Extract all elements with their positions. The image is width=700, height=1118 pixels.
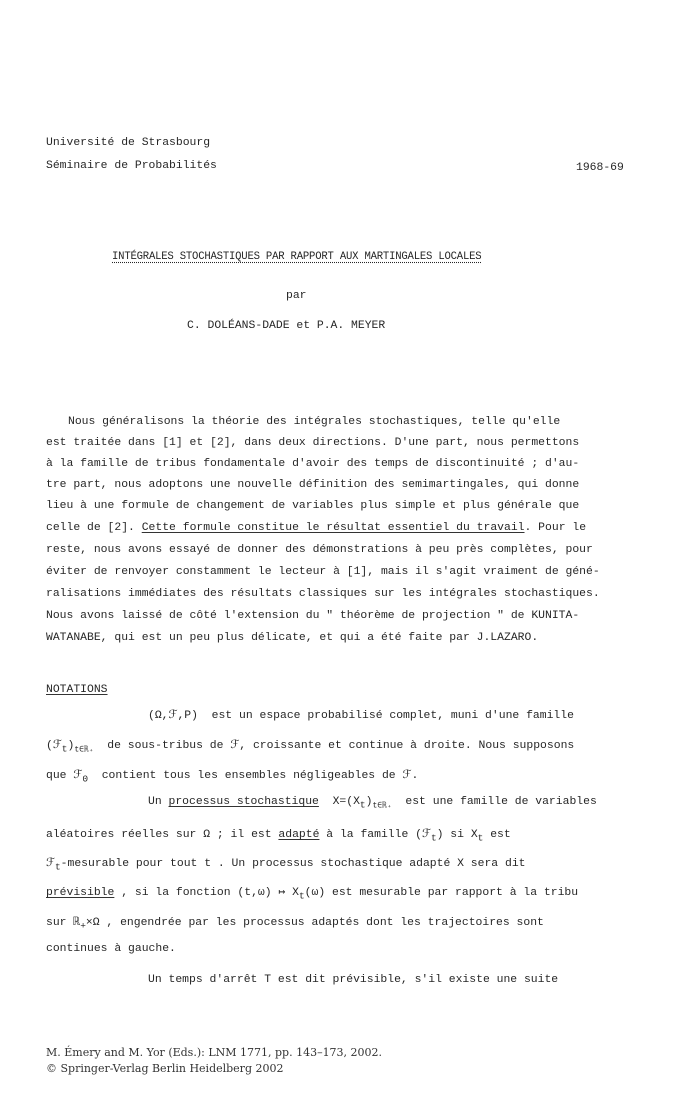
- intro-line: Nous généralisons la théorie des intégrales stochastiques, telle qu'elle: [68, 416, 561, 428]
- notation-line: [148, 796, 597, 810]
- intro-line: WATANABE, qui est un peu plus délicate, et qui a été faite par J.LAZARO.: [46, 632, 539, 644]
- notation-text: ): [365, 796, 373, 808]
- intro-line: ralisations immédiates des résultats classiques sur les intégrales stochastiques.: [46, 588, 600, 600]
- intro-line: Nous avons laissé de côté l'extension du " théorème de projection " de KUNITA-: [46, 610, 580, 622]
- sigma-field: ℱ: [46, 858, 55, 870]
- intro-line: est traitée dans [1] et [2], dans deux directions. D'une part, nous permettons: [46, 437, 580, 449]
- subscript: t: [477, 832, 484, 844]
- notation-line: [46, 855, 526, 872]
- subscript: t: [61, 743, 68, 755]
- university-name: Université de Strasbourg: [46, 137, 211, 149]
- notation-text: Un: [148, 796, 162, 808]
- by-label: par: [286, 290, 307, 302]
- notation-line: [46, 737, 574, 754]
- intro-line: celle de [2].: [46, 522, 135, 534]
- subscript: t: [430, 832, 437, 844]
- notation-line: [148, 707, 574, 722]
- probability-space: (Ω,ℱ,P): [148, 710, 198, 722]
- subscript: +: [80, 920, 86, 932]
- notation-text: de sous-tribus de: [107, 740, 224, 752]
- notation-text: ) si X: [436, 829, 478, 841]
- intro-line-mixed: [46, 522, 586, 534]
- filtration: (ℱ: [46, 740, 62, 752]
- notation-text: que: [46, 770, 67, 782]
- notation-text: X=(X: [332, 796, 360, 808]
- notation-text: , si la fonction (t,ω) ↦ X: [114, 887, 299, 899]
- sigma-field: ℱ: [402, 770, 412, 782]
- subscript: t: [298, 890, 305, 902]
- intro-line: . Pour le: [524, 522, 587, 534]
- paper-authors: C. DOLÉANS-DADE et P.A. MEYER: [187, 320, 386, 332]
- subscript: t: [54, 861, 61, 873]
- intro-line: tre part, nous adoptons une nouvelle définition des semimartingales, qui donne: [46, 479, 580, 491]
- key-result-phrase: Cette formule constitue le résultat essentiel du travail: [141, 522, 525, 534]
- notation-text: ): [67, 740, 75, 752]
- subscript: 0: [82, 773, 89, 785]
- defined-term: processus stochastique: [168, 796, 319, 808]
- notations-heading: NOTATIONS: [46, 684, 108, 696]
- intro-line: à la famille de tribus fondamentale d'avoir des temps de discontinuité ; d'au-: [46, 458, 580, 470]
- intro-line: reste, nous avons essayé de donner des démonstrations à peu près complètes, pour: [46, 544, 593, 556]
- notation-text: .: [411, 770, 419, 782]
- notation-line: [46, 767, 418, 784]
- notation-line: [46, 884, 578, 901]
- notation-text: à la famille (ℱ: [326, 829, 431, 841]
- notation-text: , croissante et continue à droite. Nous supposons: [239, 740, 575, 752]
- notation-line: continues à gauche.: [46, 943, 176, 955]
- sigma-field: ℱ: [73, 770, 83, 782]
- notation-text: aléatoires réelles sur Ω ; il est: [46, 829, 272, 841]
- defined-term: prévisible: [46, 887, 115, 899]
- subscript: t: [359, 799, 366, 811]
- footer-copyright: © Springer-Verlag Berlin Heidelberg 2002: [46, 1062, 284, 1075]
- notation-text: -mesurable pour tout t . Un processus stochastique adapté X sera dit: [60, 858, 526, 870]
- academic-year: 1968-69: [576, 162, 624, 174]
- seminar-name: Séminaire de Probabilités: [46, 160, 217, 172]
- notation-text: est: [483, 829, 511, 841]
- notation-line: [46, 826, 511, 843]
- defined-term: adapté: [278, 829, 320, 841]
- subscript: t∈ℝ₊: [74, 745, 94, 755]
- notation-text: est un espace probabilisé complet, muni d'une famille: [211, 710, 574, 722]
- notation-line: Un temps d'arrêt T est dit prévisible, s'il existe une suite: [148, 974, 559, 986]
- notation-text: est une famille de variables: [405, 796, 597, 808]
- notation-text: sur ℝ: [46, 917, 81, 929]
- notation-text: ×Ω , engendrée par les processus adaptés dont les trajectoires sont: [85, 917, 544, 929]
- footer-citation: M. Émery and M. Yor (Eds.): LNM 1771, pp. 143–173, 2002.: [46, 1046, 383, 1059]
- paper-title: INTÉGRALES STOCHASTIQUES PAR RAPPORT AUX MARTINGALES LOCALES: [112, 251, 482, 263]
- notation-line: [46, 914, 544, 931]
- notation-text: contient tous les ensembles négligeables de: [101, 770, 396, 782]
- sigma-field: ℱ: [230, 740, 240, 752]
- notation-text: (ω) est mesurable par rapport à la tribu: [304, 887, 579, 899]
- intro-line: éviter de renvoyer constamment le lecteur à [1], mais il s'agit vraiment de géné-: [46, 566, 600, 578]
- subscript: t∈ℝ₊: [372, 801, 392, 811]
- intro-line: lieu à une formule de changement de variables plus simple et plus générale que: [46, 500, 580, 512]
